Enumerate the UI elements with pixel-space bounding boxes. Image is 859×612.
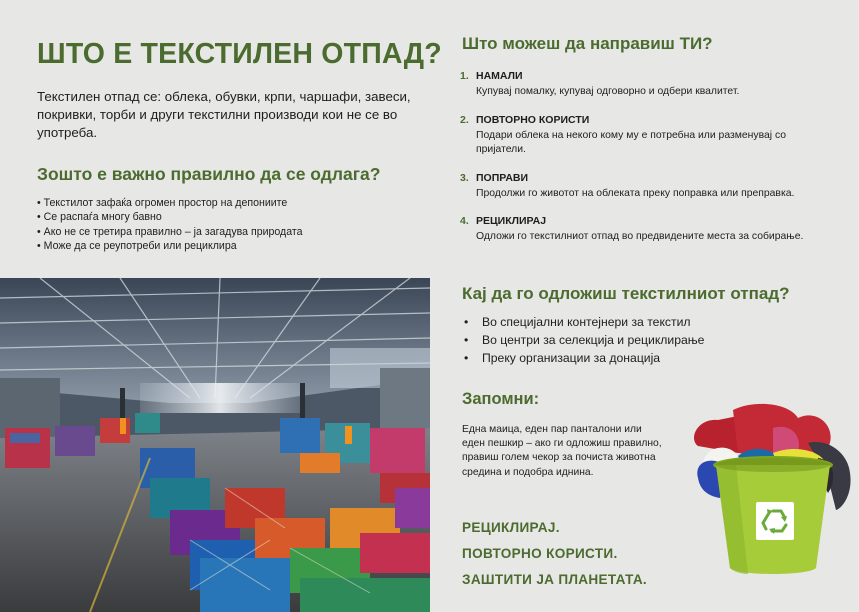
step-heading: ПОВТОРНО КОРИСТИ [476,114,590,126]
dispose-item: • Во специјални контејнери за текстил [464,313,704,331]
recycling-bin-illustration [678,398,858,578]
dispose-item: • Преку организации за донација [464,349,704,367]
step-text: Одложи го текстилниот отпад во предвидените места за собирање. [476,231,804,242]
step-text: Продолжи го животот на облеката преку поправка или преправка. [476,188,795,199]
what-you-can-do-title: Што можеш да направиш ТИ? [462,34,713,53]
slogans [462,515,647,593]
main-title: ШТО Е ТЕКСТИЛЕН ОТПАД? [37,38,442,70]
why-item: • Ако не се третира правилно – ја загадува природата [37,225,303,239]
why-title: Зошто е важно правилно да се одлага? [37,164,381,184]
step-heading: НАМАЛИ [476,70,523,82]
step-number: 3. [460,172,469,184]
slogan-recycle: РЕЦИКЛИРАЈ. [462,520,560,535]
why-item: • Текстилот зафаќа огромен простор на депониите [37,196,303,210]
slogan-reuse: ПОВТОРНО КОРИСТИ. [462,546,618,561]
step-heading: ПОПРАВИ [476,172,529,184]
right-panel [430,0,859,612]
step-heading: РЕЦИКЛИРАЈ [476,215,547,227]
step-text: Подари облека на некого кому му е потребна или разменувај со пријатели. [476,130,787,155]
warehouse-photo [0,278,430,612]
remember-text: Една маица, еден пар панталони или еден пешкир – ако ги одложиш правилно, правиш голем чекор за почиста животна средина и подобра иднина. [462,424,662,478]
step-number: 4. [460,215,469,227]
remember-title: Запомни: [462,390,540,408]
dispose-list [464,313,704,367]
dispose-item: • Во центри за селекција и рециклирање [464,331,704,349]
slogan-protect-planet: ЗАШТИТИ ЈА ПЛАНЕТАТА. [462,572,648,587]
why-item: • Се распаѓа многу бавно [37,210,303,224]
why-list [37,196,303,254]
step-number: 1. [460,70,469,82]
why-item: • Може да се реупотреби или рециклира [37,239,303,253]
where-to-dispose-title: Кај да го одложиш текстилниот отпад? [462,284,790,303]
intro-text: Текстилен отпад се: облека, обувки, крпи, чаршафи, завеси, покривки, торби и други текстилни производи кои не се во употреба. [37,89,411,140]
step-text: Купувај помалку, купувај одговорно и одбери квалитет. [476,86,740,97]
step-number: 2. [460,114,469,126]
